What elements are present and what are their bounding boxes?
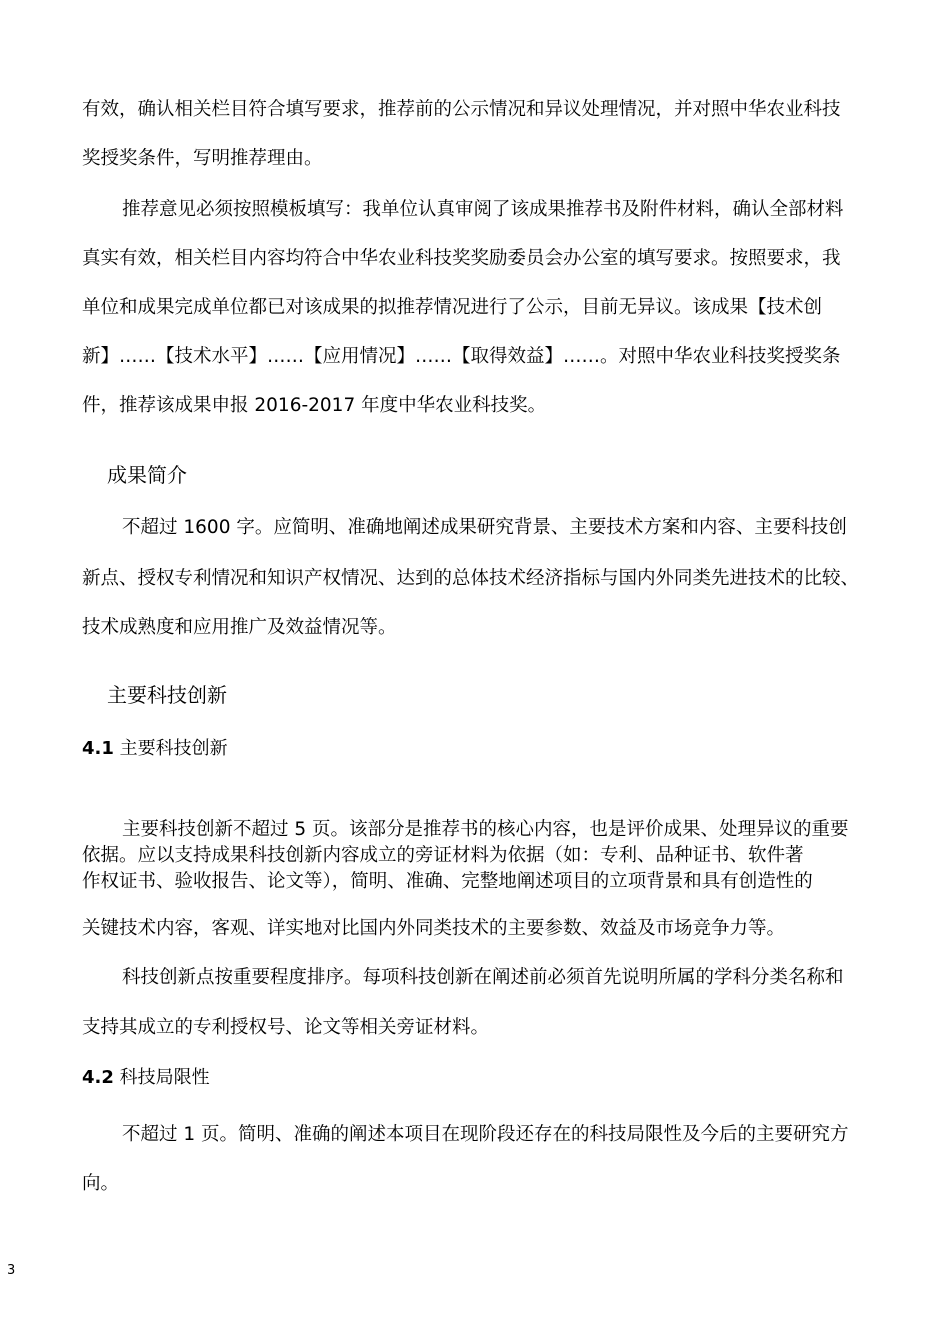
body-text-line: 技术成熟度和应用推广及效益情况等。 bbox=[82, 617, 397, 638]
body-text-line: 新】……【技术水平】……【应用情况】……【取得效益】……。对照中华农业科技奖授奖条 bbox=[82, 346, 841, 367]
body-text-line: 单位和成果完成单位都已对该成果的拟推荐情况进行了公示，目前无异议。该成果【技术创 bbox=[82, 297, 823, 318]
body-text-line: 不超过 1600 字。应简明、准确地阐述成果研究背景、主要技术方案和内容、主要科技创 bbox=[122, 517, 847, 538]
body-text-line: 不超过 1 页。简明、准确的阐述本项目在现阶段还存在的科技局限性及今后的主要研究方 bbox=[122, 1124, 849, 1145]
body-text-line: 有效，确认相关栏目符合填写要求，推荐前的公示情况和异议处理情况，并对照中华农业科技 bbox=[82, 99, 841, 120]
body-text-line: 关键技术内容，客观、详实地对比国内外同类技术的主要参数、效益及市场竞争力等。 bbox=[82, 918, 786, 939]
subsection-heading-4-1 bbox=[82, 736, 228, 762]
body-text-line: 主要科技创新不超过 5 页。该部分是推荐书的核心内容，也是评价成果、处理异议的重要 bbox=[122, 819, 849, 840]
section-heading-summary: 成果简介 bbox=[107, 463, 187, 487]
subsection-number: 4.2 bbox=[82, 1067, 114, 1088]
subsection-heading-4-2 bbox=[82, 1065, 210, 1091]
subsection-number: 4.1 bbox=[82, 738, 114, 759]
body-text-line: 件，推荐该成果申报 2016-2017 年度中华农业科技奖。 bbox=[82, 395, 547, 416]
body-text-line: 作权证书、验收报告、论文等），简明、准确、完整地阐述项目的立项背景和具有创造性的 bbox=[82, 871, 813, 892]
subsection-title: 主要科技创新 bbox=[119, 738, 228, 759]
body-text-line: 推荐意见必须按照模板填写：我单位认真审阅了该成果推荐书及附件材料，确认全部材料 bbox=[122, 199, 844, 220]
body-text-line: 新点、授权专利情况和知识产权情况、达到的总体技术经济指标与国内外同类先进技术的比较、 bbox=[82, 568, 860, 589]
page-number: 3 bbox=[7, 1263, 16, 1278]
section-heading-innovation: 主要科技创新 bbox=[107, 683, 227, 707]
subsection-title: 科技局限性 bbox=[119, 1067, 210, 1088]
body-text-line: 向。 bbox=[82, 1173, 120, 1194]
body-text-line: 科技创新点按重要程度排序。每项科技创新在阐述前必须首先说明所属的学科分类名称和 bbox=[122, 967, 844, 988]
body-text-line: 真实有效，相关栏目内容均符合中华农业科技奖奖励委员会办公室的填写要求。按照要求，我 bbox=[82, 248, 841, 269]
body-text-line: 奖授奖条件，写明推荐理由。 bbox=[82, 148, 323, 169]
body-text-line: 支持其成立的专利授权号、论文等相关旁证材料。 bbox=[82, 1017, 490, 1038]
body-text-line: 依据。应以支持成果科技创新内容成立的旁证材料为依据（如：专利、品种证书、软件著 bbox=[82, 845, 804, 866]
